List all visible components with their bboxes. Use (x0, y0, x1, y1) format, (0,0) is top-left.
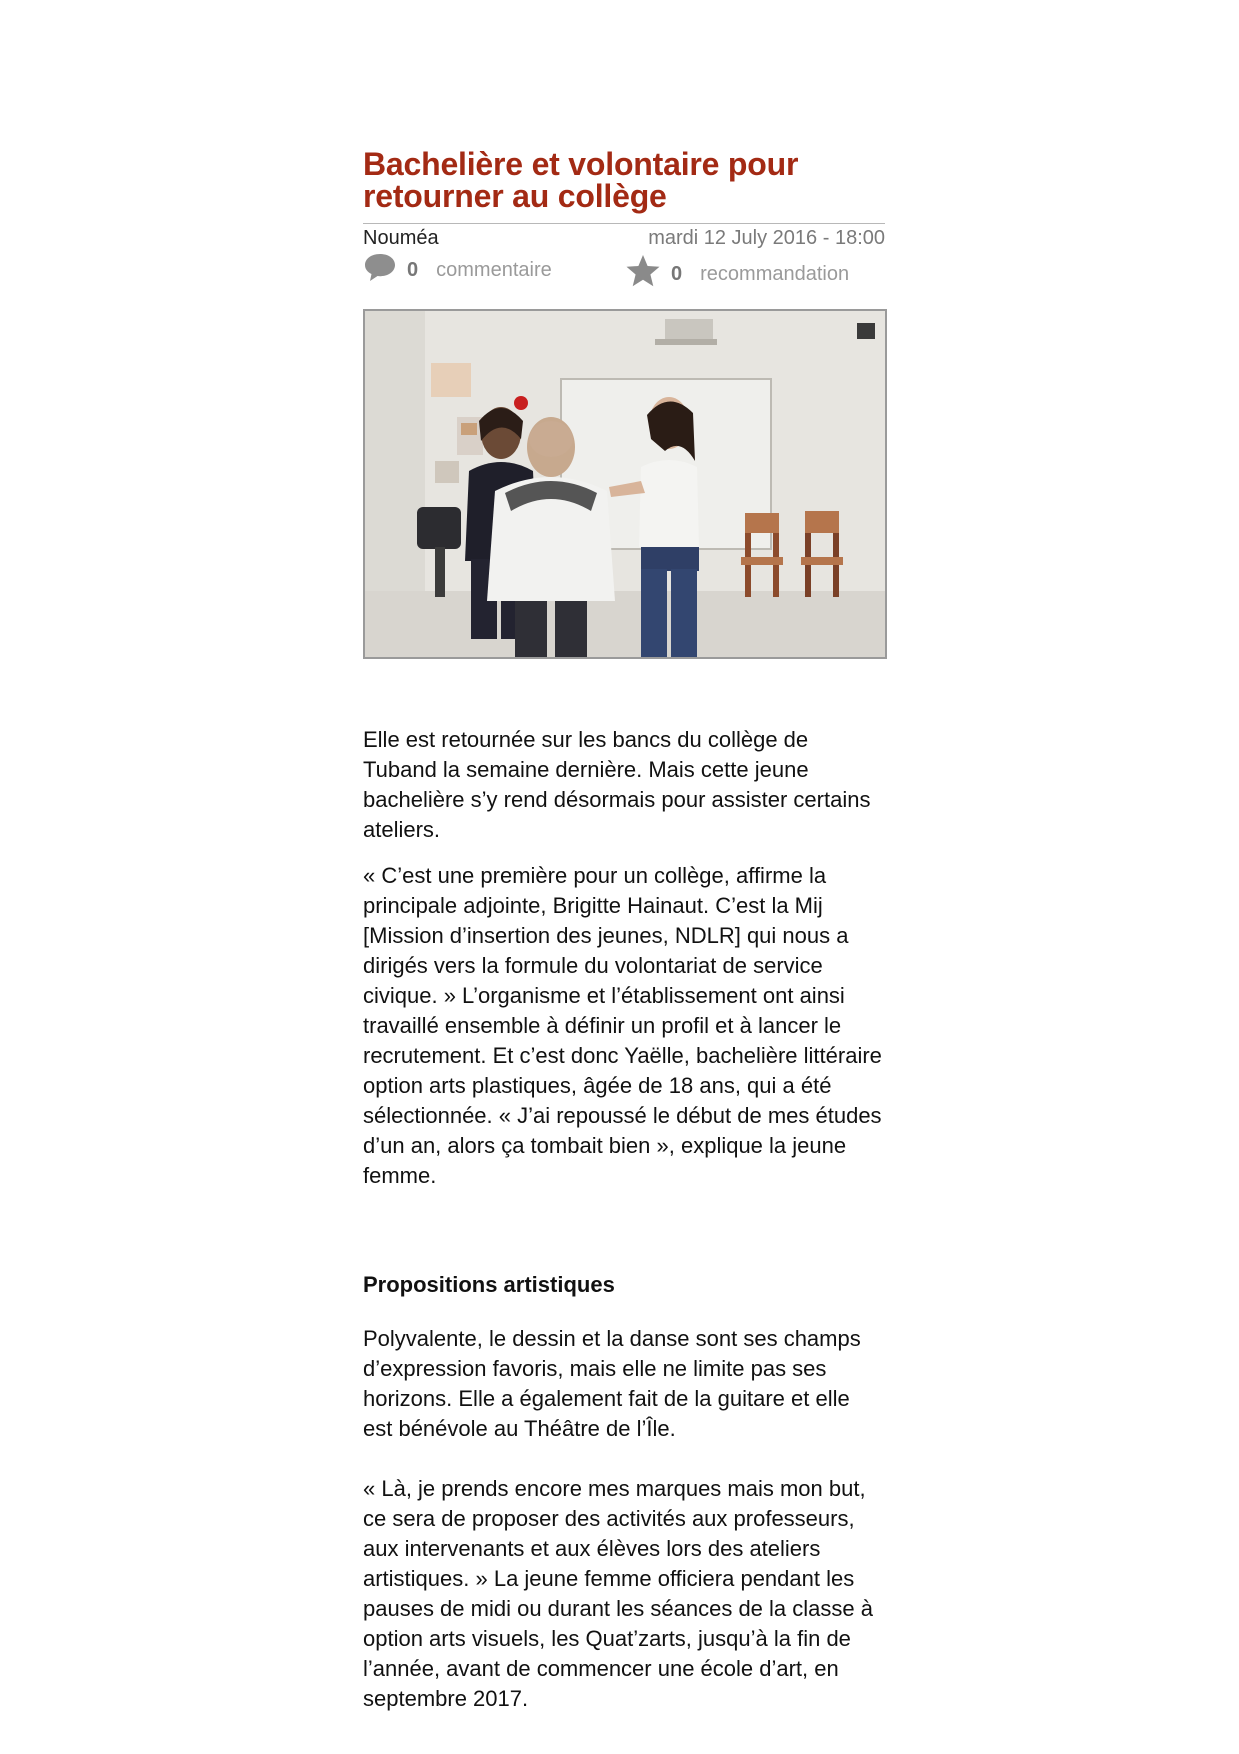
article-title: Bachelière et volontaire pour retourner au collège (363, 146, 799, 214)
star-icon (625, 254, 661, 294)
article (363, 148, 885, 1714)
comments-count: 0 (407, 258, 419, 281)
paragraph: « C’est une première pour un collège, affirme la principale adjointe, Brigitte Hainaut. C’est la Mij [Mission d’insertion des jeunes, NDLR] qui nous a dirigés vers la formule du volontariat de service civique. » L’organisme et l’établissement ont ainsi travaillé ensemble à définir un profil et à lancer le recrutement. Et c’est donc Yaëlle, bachelière littéraire option arts plastiques, âgée de 18 ans, qui a été sélectionnée. « J’ai repoussé le début de mes études d’un an, alors ça tombait bien », explique la jeune femme. (363, 863, 882, 1188)
article-photo (363, 309, 887, 659)
title-divider (363, 223, 885, 224)
photo-three-women-in-classroom (365, 311, 885, 657)
recommend-link[interactable] (625, 257, 849, 291)
article-location: Nouméa (363, 227, 439, 249)
article-meta (363, 227, 885, 249)
article-stats (363, 253, 885, 293)
paragraph: Elle est retournée sur les bancs du collège de Tuband la semaine dernière. Mais cette jeune bachelière s’y rend désormais pour assister certains ateliers. (363, 727, 871, 842)
paragraph: Polyvalente, le dessin et la danse sont ses champs d’expression favoris, mais elle ne limite pas ses horizons. Elle a également fait de la guitare et elle est bénévole au Théâtre de l’Île. (363, 1326, 861, 1441)
comments-label: commentaire (436, 258, 552, 281)
recommendations-count: 0 (671, 262, 683, 285)
paragraph: « Là, je prends encore mes marques mais mon but, ce sera de proposer des activités aux professeurs, aux intervenants et aux élèves lors des ateliers artistiques. » La jeune femme officiera pendant les pauses de midi ou durant les séances de la classe à option arts visuels, les Quat’zarts, jusqu’à la fin de l’année, avant de commencer une école d’art, en septembre 2017. (363, 1476, 873, 1711)
comments-link[interactable] (363, 253, 552, 287)
section-heading: Propositions artistiques (363, 1272, 615, 1297)
speech-bubble-icon (363, 251, 397, 289)
article-body (363, 725, 885, 1714)
article-date: mardi 12 July 2016 - 18:00 (648, 227, 885, 249)
recommendations-label: recommandation (700, 262, 850, 285)
